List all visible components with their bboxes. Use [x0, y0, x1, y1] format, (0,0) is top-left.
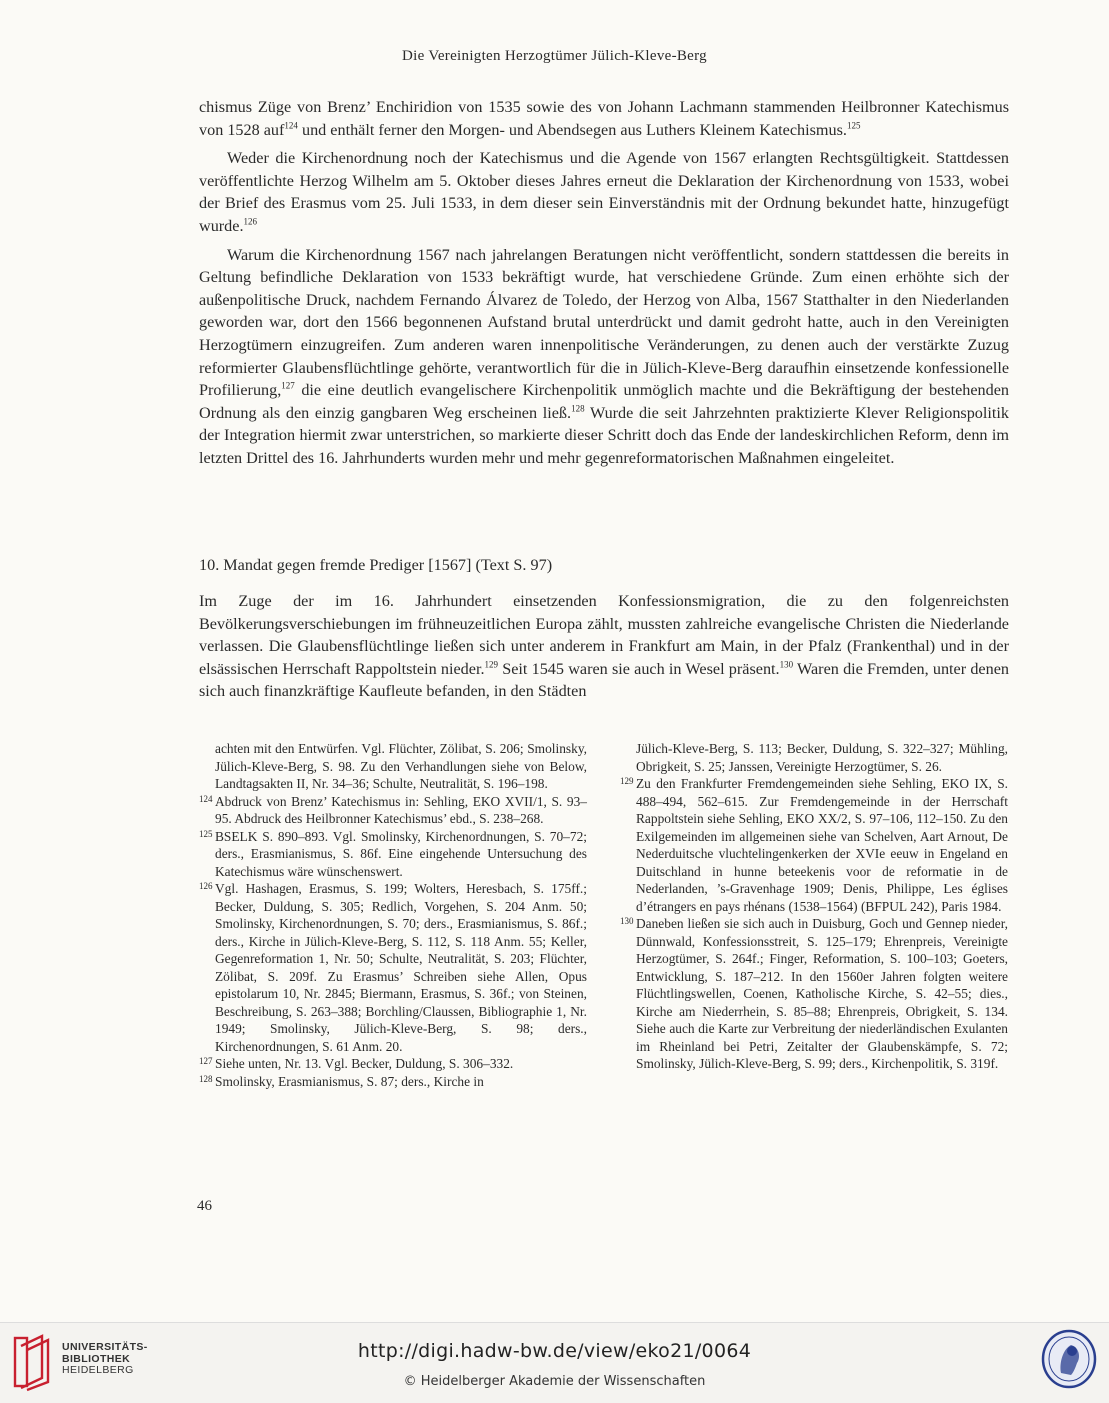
footnote-128: 128 Smolinsky, Erasmianismus, S. 87; ders., Kirche in: [199, 1073, 484, 1089]
footnote-continuation: Jülich-Kleve-Berg, S. 113; Becker, Duldung, S. 322–327; Mühling, Obrigkeit, S. 25; Janssen, Vereinigte Herzogtümer, S. 26.: [636, 741, 1008, 774]
footnote-125: 125 BSELK S. 890–893. Vgl. Smolinsky, Kirchenordnungen, S. 70–72; ders., Erasmianismus, S. 86f. Eine eingehende Untersuchung des Katechismus wäre wünschenswert.: [199, 828, 587, 879]
footnote-ref-126[interactable]: 126: [243, 216, 257, 227]
paragraph-1: chismus Züge von Brenz’ Enchiridion von 1535 sowie des von Johann Lachmann stammenden Heilbronner Katechismus von 1528 auf$^{124}$ und enthält ferner den Morgen- und Abendsegen aus Luthers Kleinem Katechismus.$^{125}$: [199, 98, 1009, 139]
footnote-ref-127[interactable]: 127: [281, 380, 295, 391]
viewer-footer: [0, 1322, 1109, 1403]
university-library-name[interactable]: UNIVERSITÄTS- BIBLIOTHEK HEIDELBERG: [62, 1341, 148, 1376]
footnotes-right-column: [620, 740, 1008, 1073]
copyright-notice: © Heidelberger Akademie der Wissenschaften: [403, 1374, 706, 1389]
paragraph-4: Im Zuge der im 16. Jahrhundert einsetzenden Konfessionsmigration, die zu den folgenreichsten Bevölkerungsverschiebungen im frühneuzeitlichen Europa zählt, mussten zahlreiche evangelische Christen die Niederlande verlassen. Die Glaubensflüchtlinge ließen sich unter anderem in Frankfurt am Main, in der Pfalz (Frankenthal) und in der elsässischen Herrschaft Rappoltstein nieder.$^{129}$ Seit 1545 waren sie auch in Wesel präsent.$^{130}$ Waren die Fremden, unter denen sich auch finanzkräftige Kaufleute befanden, in den Städten: [199, 592, 1009, 701]
academy-seal-icon[interactable]: [1041, 1329, 1097, 1389]
footnote-124: 124 Abdruck von Brenz’ Katechismus in: Sehling, EKO XVII/1, S. 93–95. Abdruck des Heilbronner Katechismus’ ebd., S. 238–268.: [199, 793, 587, 826]
footnote-ref-130[interactable]: 130: [779, 659, 794, 670]
body-text-lower: [199, 590, 1009, 703]
footnote-ref-125[interactable]: 125: [846, 120, 861, 131]
document-url-link[interactable]: http://digi.hadw-bw.de/view/eko21/0064: [357, 1340, 752, 1362]
footnote-130: 130 Daneben ließen sie sich auch in Duisburg, Goch und Gennep nieder, Dünnwald, Konfessionsstreit, S. 125–179; Ehrenpreis, Vereinigte Herzogtümer, S. 264f.; Finger, Reformation, S. 100–103; Goeters, Entwicklung, S. 187–212. In den 1560er Jahren folgten weitere Flüchtlingswellen, Coenen, Katholische Kirche, S. 42–55; dies., Kirche am Niederrhein, S. 85–88; Ehrenpreis, Obrigkeit, S. 134. Siehe auch die Karte zur Verbreitung der niederländischen Exulanten im Rheinland bei Petri, Zeitalter der Glaubenskämpfe, S. 72; Smolinsky, Jülich-Kleve-Berg, S. 99; ders., Kirchenpolitik, S. 319f.: [620, 916, 1008, 1071]
footnote-127: 127 Siehe unten, Nr. 13. Vgl. Becker, Duldung, S. 306–332.: [199, 1056, 514, 1071]
footnote-129: 129 Zu den Frankfurter Fremdengemeinden siehe Sehling, EKO IX, S. 488–494, 562–615. Zur Fremdengemeinde in der Herrschaft Rappoltstein siehe Sehling, EKO XX/2, S. 97–106, 112–150. Zu den Exilgemeinden im allgemeinen siehe van Schelven, Aart Arnout, De Nederduitsche vluchtelingenkerken der XVIe eeuw in Engeland en Duitschland in hunne beteekenis voor de reformatie in de Nederlanden, ’s-Gravenhage 1909; Denis, Philippe, Les églises d’étrangers en pays rhénans (1538–1564) (BFPUL 242), Paris 1984.: [620, 776, 1008, 914]
page-number: 46: [197, 1198, 212, 1214]
footnote-continuation: achten mit den Entwürfen. Vgl. Flüchter, Zölibat, S. 206; Smolinsky, Jülich-Kleve-Berg, S. 98. Zu den Verhandlungen siehe von Below, Landtagsakten II, Nr. 34–36; Schulte, Neutralität, S. 196–198.: [215, 741, 587, 791]
footnote-ref-124[interactable]: 124: [284, 120, 298, 131]
body-text-upper: [199, 96, 1009, 470]
footnotes-left-column: [199, 740, 587, 1090]
footnote-126: 126 Vgl. Hashagen, Erasmus, S. 199; Wolters, Heresbach, S. 175ff.; Becker, Duldung, S. 305; Redlich, Vorgehen, S. 204 Anm. 50; Smolinsky, Kirchenordnungen, S. 70; ders., Erasmianismus, S. 86f.; ders., Kirche in Jülich-Kleve-Berg, S. 112, S. 118 Anm. 55; Keller, Gegenreformation 1, Nr. 50; Schulte, Neutralität, S. 203; Flüchter, Zölibat, S. 209f. Zu Erasmus’ Schreiben siehe Allen, Opus epistolarum 10, Nr. 2845; Biermann, Erasmus, S. 36f.; von Steinen, Beschreibung, S. 263–388; Borchling/Claussen, Bibliographie 1, Nr. 1949; Smolinsky, Jülich-Kleve-Berg, S. 98; ders., Kirchenordnungen, S. 61 Anm. 20.: [199, 881, 587, 1054]
paragraph-3: Warum die Kirchenordnung 1567 nach jahrelangen Beratungen nicht veröffentlicht, sondern stattdessen die bereits in Geltung befindliche Deklaration von 1533 bekräftigt wurde, hat verschiedene Gründe. Zum einen erhöhte sich der außenpolitische Druck, nachdem Fernando Álvarez de Toledo, der Herzog von Alba, 1567 Statthalter in den Niederlanden geworden war, dort den 1566 begonnenen Aufstand brutal unterdrückt und damit gedroht hatte, auch in den Vereinigten Herzogtümern einzugreifen. Zum anderen waren innenpolitische Veränderungen, zu denen auch der verstärkte Zuzug reformierter Glaubensflüchtlinge gehörte, verantwortlich für die in Jülich-Kleve-Berg daraufhin einsetzende konfessionelle Profilierung,$^{127}$ die eine deutlich evangelischere Kirchenpolitik unmöglich machte und die Bekräftigung der bestehenden Ordnung als den einzig gangbaren Weg erscheinen ließ.$^{128}$ Wurde die seit Jahrzehnten praktizierte Klever Religionspolitik der Integration hiermit zwar unterstrichen, so markierte dieser Schritt doch das Ende der landeskirchlichen Reform, denn im letzten Drittel des 16. Jahrhunderts wurden mehr und mehr gegenreformatorischen Maßnahmen eingeleitet.: [199, 245, 1009, 467]
section-heading: 10. Mandat gegen fremde Prediger [1567] (Text S. 97): [199, 556, 553, 574]
footnote-ref-128[interactable]: 128: [571, 403, 585, 414]
running-head: Die Vereinigten Herzogtümer Jülich-Kleve-Berg: [402, 48, 707, 64]
footnote-ref-129[interactable]: 129: [484, 659, 498, 670]
paragraph-2: Weder die Kirchenordnung noch der Katechismus und die Agende von 1567 erlangten Rechtsgültigkeit. Stattdessen veröffentlichte Herzog Wilhelm am 5. Oktober dieses Jahres erneut die Deklaration der Kirchenordnung von 1533, wobei der Brief des Erasmus vom 25. Juli 1533, in dem dieser sein Einverständnis mit der Ordnung bekundet hatte, hinzugefügt wurde.$^{126}$: [199, 149, 1009, 235]
